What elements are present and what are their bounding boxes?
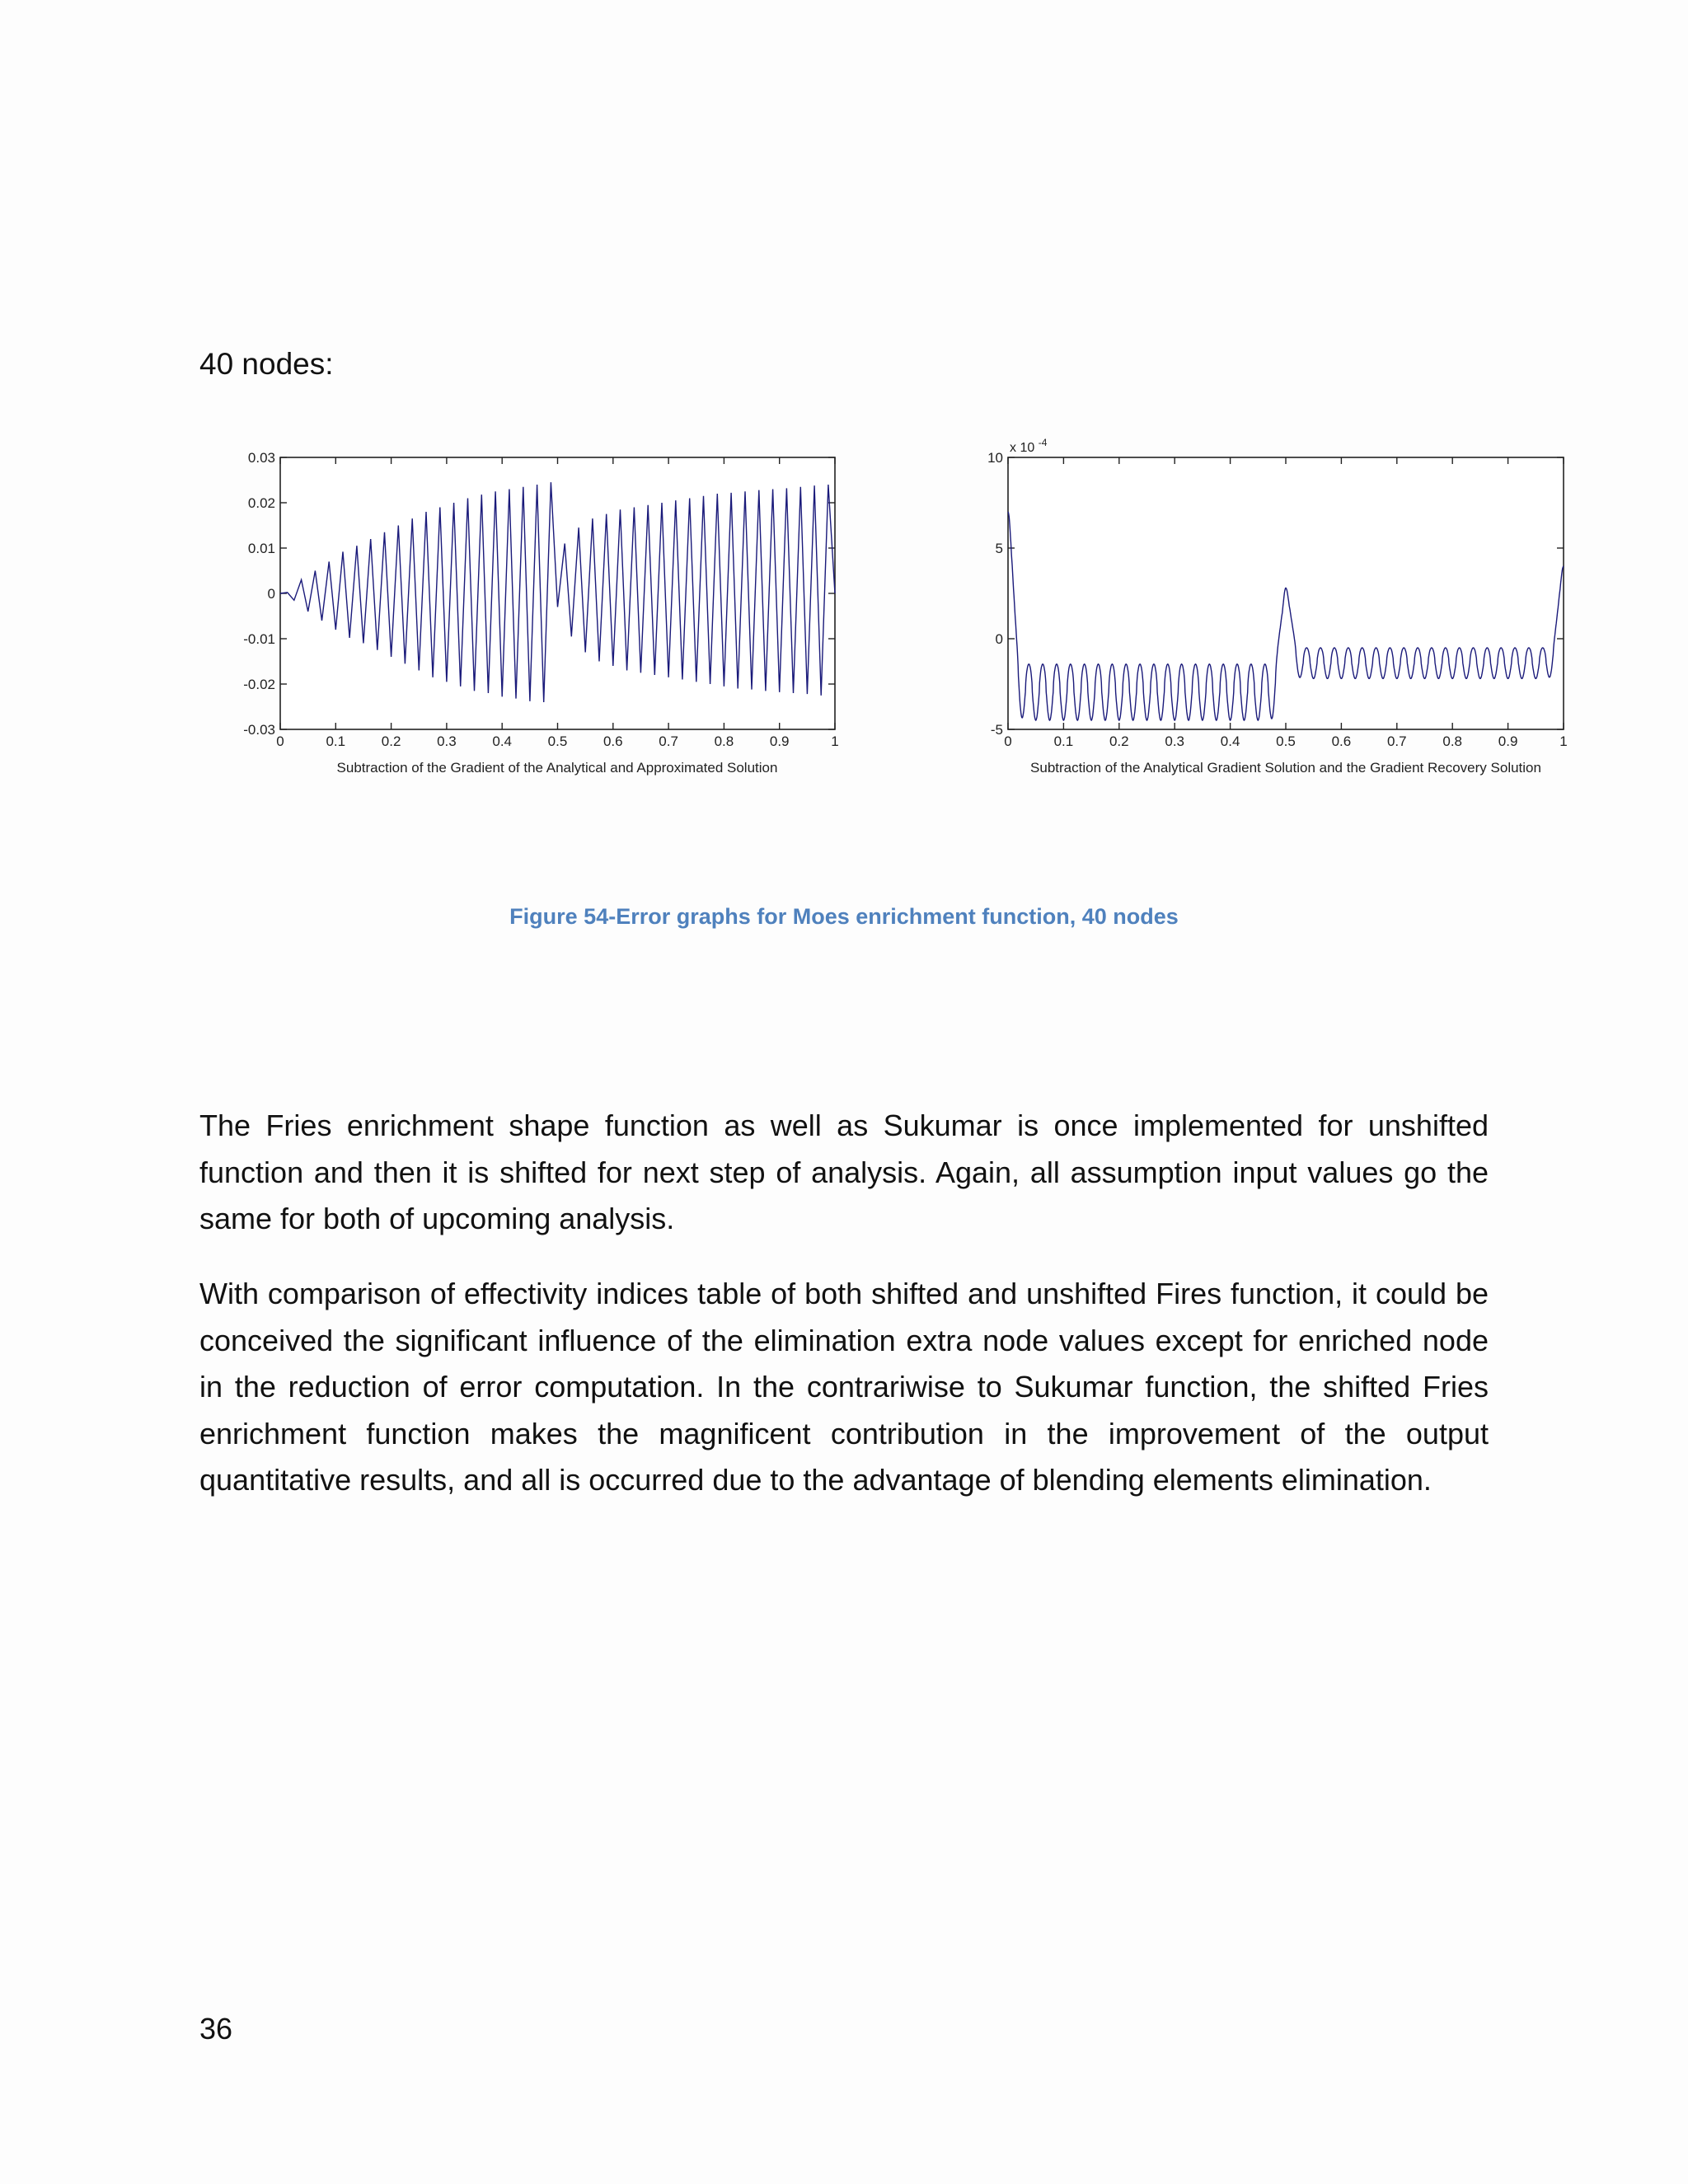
x-tick-label: 1	[831, 733, 839, 749]
x-tick-label: 0.9	[769, 733, 790, 749]
x-tick-label: 0.7	[659, 733, 678, 749]
y-multiplier-label	[1010, 437, 1048, 455]
y-tick-label: -0.01	[243, 631, 275, 647]
x-tick-label: 0.6	[603, 733, 623, 749]
x-tick-label: 0.7	[1386, 733, 1407, 749]
y-tick-label: 0.03	[247, 450, 275, 466]
x-tick-label: 0.1	[1053, 733, 1074, 749]
x-tick-label: 0.6	[1331, 733, 1352, 749]
x-tick-label: 0.3	[437, 733, 457, 749]
x-tick-label: 0.5	[1276, 733, 1296, 749]
x-axis-label: Subtraction of the Analytical Gradient Solution and the Gradient Recovery Solution	[1030, 760, 1541, 776]
x-tick-label: 0.2	[381, 733, 401, 749]
plot-frame	[1008, 457, 1564, 729]
x-tick-label: 1	[1559, 733, 1568, 749]
y-multiplier-base: x 10	[1010, 441, 1035, 455]
y-tick-label: -0.02	[243, 677, 275, 692]
y-tick-label: 0	[995, 631, 1003, 647]
y-tick-label: 0.01	[247, 541, 275, 556]
x-tick-label: 0.2	[1109, 733, 1129, 749]
x-tick-label: 0	[1004, 733, 1012, 749]
y-tick-label: 5	[995, 541, 1003, 556]
y-tick-label: 0.02	[247, 495, 275, 511]
figure-caption: Figure 54-Error graphs for Moes enrichment function, 40 nodes	[509, 904, 1179, 929]
x-axis-label: Subtraction of the Gradient of the Analytical and Approximated Solution	[336, 760, 778, 776]
gradient-recovery-error-chart	[959, 437, 1585, 787]
x-tick-label: 0.5	[547, 733, 568, 749]
x-tick-label: 0.4	[492, 733, 513, 749]
y-tick-label: 10	[987, 450, 1003, 466]
x-tick-label: 0.3	[1165, 733, 1185, 749]
x-tick-label: 0.1	[326, 733, 346, 749]
gradient-error-chart	[231, 441, 857, 787]
x-tick-label: 0.9	[1498, 733, 1518, 749]
page-number: 36	[199, 2012, 233, 2046]
x-tick-label: 0.8	[714, 733, 734, 749]
x-tick-label: 0.8	[1442, 733, 1463, 749]
x-tick-label: 0.4	[1220, 733, 1240, 749]
body-paragraph: The Fries enrichment shape function as well as Sukumar is once implemented for unshifted function and then it is shifted for next step of analysis. Again, all assumption input values go the same for both of upcoming analysis.	[199, 1108, 1489, 1235]
x-tick-label: 0	[276, 733, 284, 749]
y-multiplier-exponent: -4	[1038, 437, 1048, 448]
section-heading: 40 nodes:	[199, 347, 334, 381]
y-tick-label: -0.03	[243, 722, 275, 738]
y-tick-label: 0	[267, 586, 275, 602]
body-paragraph: With comparison of effectivity indices table of both shifted and unshifted Fires function, it could be conceived the significant influence of the elimination extra node values except for enriched node in the reduction of error computation. In the contrariwise to Sukumar function, the shifted Fries enrichment function makes the magnificent contribution in the improvement of the output quantitative results, and all is occurred due to the advantage of blending elements elimination.	[199, 1277, 1489, 1497]
y-tick-label: -5	[990, 722, 1003, 738]
